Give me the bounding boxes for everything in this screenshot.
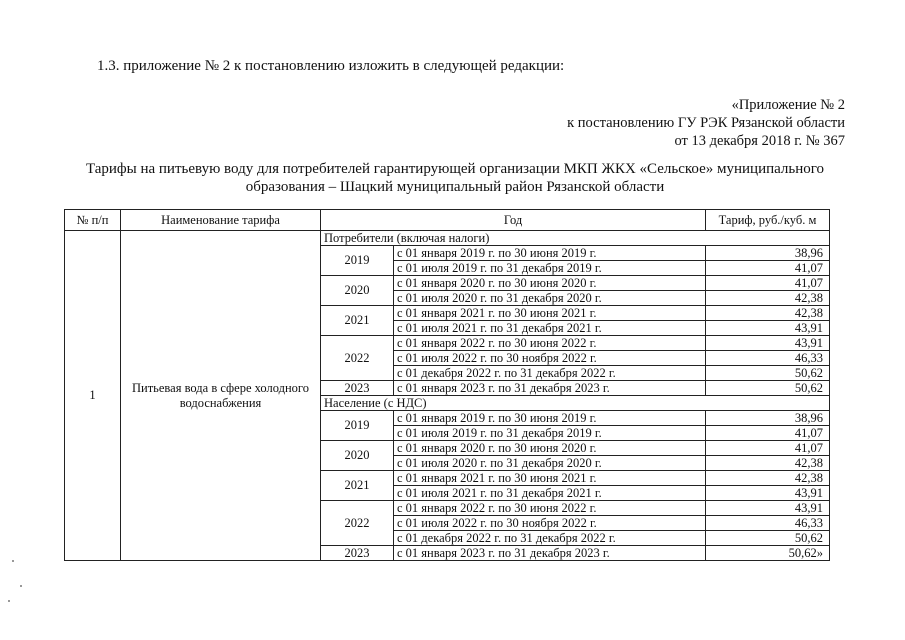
year-cell: 2019: [321, 246, 394, 276]
price-cell: 42,38: [706, 456, 830, 471]
appendix-reference: [425, 96, 845, 150]
year-cell: 2023: [321, 546, 394, 561]
price-cell: 38,96: [706, 246, 830, 261]
period-cell: с 01 января 2020 г. по 30 июня 2020 г.: [394, 276, 706, 291]
table-body: [65, 231, 830, 561]
period-cell: с 01 января 2022 г. по 30 июня 2022 г.: [394, 336, 706, 351]
group-label: Потребители (включая налоги): [321, 231, 830, 246]
price-cell: 41,07: [706, 261, 830, 276]
period-cell: с 01 января 2019 г. по 30 июня 2019 г.: [394, 411, 706, 426]
price-cell: 42,38: [706, 306, 830, 321]
year-cell: 2021: [321, 471, 394, 501]
period-cell: с 01 июля 2020 г. по 31 декабря 2020 г.: [394, 456, 706, 471]
year-cell: 2019: [321, 411, 394, 441]
year-cell: 2022: [321, 501, 394, 546]
period-cell: с 01 июля 2021 г. по 31 декабря 2021 г.: [394, 321, 706, 336]
intro-paragraph: 1.3. приложение № 2 к постановлению изложить в следующей редакции:: [97, 58, 565, 74]
price-cell: 46,33: [706, 351, 830, 366]
price-cell: 43,91: [706, 336, 830, 351]
period-cell: с 01 января 2023 г. по 31 декабря 2023 г.: [394, 381, 706, 396]
header-number: № п/п: [65, 210, 121, 231]
period-cell: с 01 июля 2019 г. по 31 декабря 2019 г.: [394, 261, 706, 276]
tariff-name-cell: Питьевая вода в сфере холодного водоснабжения: [121, 231, 321, 561]
appendix-line-2: к постановлению ГУ РЭК Рязанской области: [567, 115, 845, 131]
year-cell: 2022: [321, 336, 394, 381]
period-cell: с 01 июля 2021 г. по 31 декабря 2021 г.: [394, 486, 706, 501]
header-tariff-name: Наименование тарифа: [121, 210, 321, 231]
price-cell: 42,38: [706, 291, 830, 306]
header-tariff: Тариф, руб./куб. м: [706, 210, 830, 231]
price-cell: 38,96: [706, 411, 830, 426]
period-cell: с 01 декабря 2022 г. по 31 декабря 2022 г.: [394, 366, 706, 381]
period-cell: с 01 июля 2020 г. по 31 декабря 2020 г.: [394, 291, 706, 306]
period-cell: с 01 июля 2022 г. по 30 ноября 2022 г.: [394, 516, 706, 531]
price-cell: 42,38: [706, 471, 830, 486]
period-cell: с 01 января 2021 г. по 30 июня 2021 г.: [394, 471, 706, 486]
price-cell: 46,33: [706, 516, 830, 531]
table-header-row: [65, 210, 830, 231]
group-header-row: [65, 231, 830, 246]
period-cell: с 01 января 2021 г. по 30 июня 2021 г.: [394, 306, 706, 321]
price-cell: 50,62: [706, 381, 830, 396]
group-label: Население (с НДС): [321, 396, 830, 411]
price-cell: 41,07: [706, 441, 830, 456]
appendix-line-3: от 13 декабря 2018 г. № 367: [674, 133, 845, 149]
year-cell: 2020: [321, 276, 394, 306]
period-cell: с 01 декабря 2022 г. по 31 декабря 2022 г.: [394, 531, 706, 546]
period-cell: с 01 июля 2019 г. по 31 декабря 2019 г.: [394, 426, 706, 441]
price-cell: 50,62: [706, 366, 830, 381]
scan-speck: [20, 585, 22, 587]
year-cell: 2020: [321, 441, 394, 471]
scan-speck: [12, 560, 14, 562]
period-cell: с 01 июля 2022 г. по 30 ноября 2022 г.: [394, 351, 706, 366]
scan-speck: [8, 600, 10, 602]
price-cell: 43,91: [706, 486, 830, 501]
header-year: Год: [321, 210, 706, 231]
appendix-line-1: «Приложение № 2: [731, 97, 845, 113]
year-cell: 2023: [321, 381, 394, 396]
price-cell: 41,07: [706, 426, 830, 441]
title-line-2: образования – Шацкий муниципальный район Рязанской области: [245, 179, 665, 195]
price-cell: 50,62»: [706, 546, 830, 561]
period-cell: с 01 января 2020 г. по 30 июня 2020 г.: [394, 441, 706, 456]
price-cell: 43,91: [706, 321, 830, 336]
price-cell: 41,07: [706, 276, 830, 291]
period-cell: с 01 января 2019 г. по 30 июня 2019 г.: [394, 246, 706, 261]
period-cell: с 01 января 2023 г. по 31 декабря 2023 г.: [394, 546, 706, 561]
title-line-1: Тарифы на питьевую воду для потребителей гарантирующей организации МКП ЖКХ «Сельское» муниципального: [85, 161, 825, 177]
period-cell: с 01 января 2022 г. по 30 июня 2022 г.: [394, 501, 706, 516]
price-cell: 50,62: [706, 531, 830, 546]
price-cell: 43,91: [706, 501, 830, 516]
year-cell: 2021: [321, 306, 394, 336]
document-title: [60, 160, 850, 196]
tariff-table: [64, 209, 830, 561]
row-number-cell: 1: [65, 231, 121, 561]
